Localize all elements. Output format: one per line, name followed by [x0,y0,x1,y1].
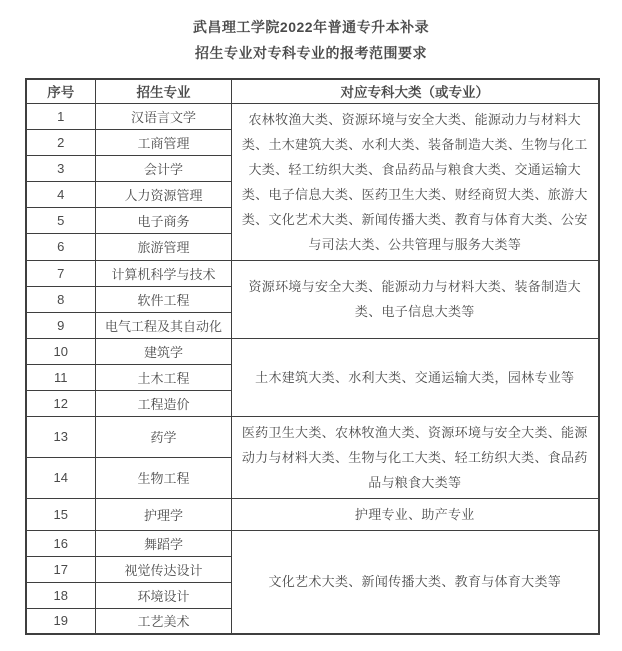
category-cell: 医药卫生大类、农林牧渔大类、资源环境与安全大类、能源动力与材料大类、生物与化工大类、轻工纺织大类、食品药品与粮食大类等 [232,416,599,498]
serial-number-cell: 18 [26,582,96,608]
serial-number-cell: 5 [26,208,96,234]
table-container [25,78,598,635]
category-cell: 农林牧渔大类、资源环境与安全大类、能源动力与材料大类、土木建筑大类、水利大类、装备制造大类、生物与化工大类、轻工纺织大类、食品药品与粮食大类、交通运输大类、电子信息大类、医药卫生大类、财经商贸大类、旅游大类、文化艺术大类、新闻传播大类、教育与体育大类、公安与司法大类、公共管理与服务大类等 [232,103,599,260]
serial-number-cell: 7 [26,260,96,286]
serial-number-cell: 2 [26,129,96,155]
header-enrollment-major: 招生专业 [96,79,232,103]
serial-number-cell: 10 [26,338,96,364]
table-body [26,103,599,634]
document-title [0,0,622,66]
title-line-2: 招生专业对专科专业的报考范围要求 [195,45,427,61]
major-name-cell: 汉语言文学 [96,103,232,129]
serial-number-cell: 17 [26,556,96,582]
major-name-cell: 软件工程 [96,286,232,312]
major-name-cell: 人力资源管理 [96,181,232,207]
serial-number-cell: 12 [26,390,96,416]
major-name-cell: 工商管理 [96,129,232,155]
serial-number-cell: 13 [26,416,96,457]
serial-number-cell: 4 [26,181,96,207]
major-name-cell: 旅游管理 [96,234,232,260]
category-cell: 资源环境与安全大类、能源动力与材料大类、装备制造大类、电子信息大类等 [232,260,599,338]
major-name-cell: 土木工程 [96,364,232,390]
table-row [26,416,599,457]
header-serial-number: 序号 [26,79,96,103]
serial-number-cell: 6 [26,234,96,260]
major-name-cell: 生物工程 [96,457,232,498]
major-name-cell: 工艺美术 [96,608,232,634]
major-name-cell: 会计学 [96,155,232,181]
table-row [26,530,599,556]
category-cell: 文化艺术大类、新闻传播大类、教育与体育大类等 [232,530,599,634]
table-header-row [26,79,599,103]
major-name-cell: 工程造价 [96,390,232,416]
serial-number-cell: 16 [26,530,96,556]
major-name-cell: 电子商务 [96,208,232,234]
serial-number-cell: 1 [26,103,96,129]
admission-requirements-table [25,78,600,635]
serial-number-cell: 15 [26,498,96,530]
serial-number-cell: 11 [26,364,96,390]
major-name-cell: 护理学 [96,498,232,530]
major-name-cell: 环境设计 [96,582,232,608]
major-name-cell: 电气工程及其自动化 [96,312,232,338]
serial-number-cell: 3 [26,155,96,181]
category-cell: 护理专业、助产专业 [232,498,599,530]
serial-number-cell: 8 [26,286,96,312]
major-name-cell: 舞蹈学 [96,530,232,556]
major-name-cell: 药学 [96,416,232,457]
serial-number-cell: 19 [26,608,96,634]
table-row [26,338,599,364]
major-name-cell: 建筑学 [96,338,232,364]
header-corresponding-category: 对应专科大类（或专业） [232,79,599,103]
table-row [26,498,599,530]
serial-number-cell: 9 [26,312,96,338]
category-cell: 土木建筑大类、水利大类、交通运输大类，园林专业等 [232,338,599,416]
title-line-1: 武昌理工学院2022年普通专升本补录 [192,19,430,35]
major-name-cell: 视觉传达设计 [96,556,232,582]
major-name-cell: 计算机科学与技术 [96,260,232,286]
serial-number-cell: 14 [26,457,96,498]
table-row [26,260,599,286]
table-row [26,103,599,129]
